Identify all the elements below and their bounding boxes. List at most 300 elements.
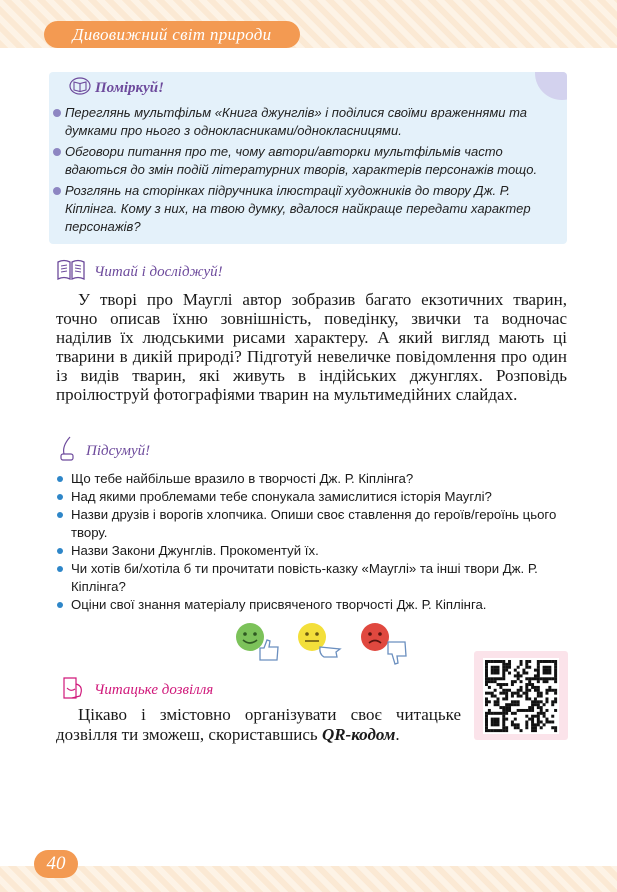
qr-module: [491, 660, 494, 663]
qr-module: [554, 663, 557, 666]
qr-module: [543, 723, 546, 726]
qr-module: [511, 683, 514, 686]
qr-module: [494, 700, 497, 703]
leisure-title: Читацьке дозвілля: [94, 682, 214, 698]
qr-module: [554, 677, 557, 680]
qr-module: [517, 709, 520, 712]
qr-module: [517, 689, 520, 692]
qr-module: [505, 729, 508, 732]
qr-module: [505, 709, 508, 712]
qr-module: [537, 672, 540, 675]
qr-module: [551, 700, 554, 703]
qr-module: [494, 718, 497, 721]
qr-module: [554, 692, 557, 695]
qr-module: [517, 700, 520, 703]
qr-module: [540, 660, 543, 663]
qr-module: [534, 674, 537, 677]
qr-module: [543, 672, 546, 675]
qr-module: [488, 709, 491, 712]
qr-module: [545, 700, 548, 703]
qr-module: [525, 666, 528, 669]
qr-module: [514, 723, 517, 726]
qr-module: [499, 660, 502, 663]
qr-module: [531, 709, 534, 712]
qr-module: [505, 689, 508, 692]
think-heading: [69, 78, 164, 98]
qr-module: [485, 672, 488, 675]
qr-module: [497, 703, 500, 706]
qr-module: [502, 729, 505, 732]
read-heading: [56, 258, 223, 287]
qr-module: [554, 689, 557, 692]
qr-module: [545, 672, 548, 675]
qr-module: [554, 669, 557, 672]
qr-code-icon[interactable]: [474, 651, 568, 740]
qr-module: [517, 723, 520, 726]
list-item: Переглянь мультфільм «Книга джунглів» і поділися своїми враженнями та думками про нього з однокласниками/однокласницями.: [53, 104, 563, 140]
qr-module: [551, 677, 554, 680]
qr-module: [537, 720, 540, 723]
qr-module: [537, 666, 540, 669]
list-item: Оціни свої знання матеріалу присвяченого творчості Дж. Р. Кіплінга.: [56, 596, 567, 614]
think-box: [49, 72, 567, 244]
qr-module: [520, 689, 523, 692]
qr-module: [554, 729, 557, 732]
qr-module: [548, 686, 551, 689]
qr-module: [494, 720, 497, 723]
qr-module: [528, 697, 531, 700]
qr-module: [497, 677, 500, 680]
qr-module: [531, 686, 534, 689]
qr-module: [502, 674, 505, 677]
qr-module: [531, 729, 534, 732]
qr-module: [505, 695, 508, 698]
qr-module: [511, 712, 514, 715]
qr-module: [488, 692, 491, 695]
qr-module: [554, 674, 557, 677]
think-list: [53, 104, 563, 239]
qr-module: [537, 706, 540, 709]
qr-module: [505, 692, 508, 695]
qr-module: [502, 663, 505, 666]
list-item: Що тебе найбільше вразило в творчості Дж. Р. Кіплінга?: [56, 470, 567, 488]
qr-module: [551, 660, 554, 663]
qr-module: [534, 726, 537, 729]
qr-module: [522, 669, 525, 672]
qr-module: [511, 700, 514, 703]
qr-module: [491, 720, 494, 723]
qr-module: [494, 689, 497, 692]
qr-module: [485, 660, 488, 663]
qr-module: [485, 697, 488, 700]
qr-module: [485, 666, 488, 669]
qr-module: [551, 703, 554, 706]
qr-module: [540, 712, 543, 715]
qr-module: [502, 660, 505, 663]
qr-module: [520, 695, 523, 698]
qr-module: [502, 723, 505, 726]
qr-module: [499, 706, 502, 709]
qr-module: [502, 697, 505, 700]
qr-module: [525, 695, 528, 698]
qr-module: [505, 712, 508, 715]
qr-module: [511, 680, 514, 683]
list-item: Розглянь на сторінках підручника ілюстрації художників до твору Дж. Р. Кіплінга. Кому з них, на твою думку, вдалося найкраще передати характер персонажів?: [53, 182, 563, 236]
bullet: [57, 602, 63, 608]
qr-module: [499, 686, 502, 689]
qr-module: [554, 672, 557, 675]
qr-module: [502, 726, 505, 729]
qr-module: [548, 720, 551, 723]
qr-module: [502, 689, 505, 692]
qr-module: [551, 715, 554, 718]
qr-module: [508, 666, 511, 669]
qr-module: [543, 712, 546, 715]
qr-module: [525, 660, 528, 663]
qr-module: [531, 726, 534, 729]
qr-module: [548, 672, 551, 675]
qr-module: [497, 700, 500, 703]
qr-module: [505, 718, 508, 721]
qr-module: [485, 723, 488, 726]
qr-module: [534, 697, 537, 700]
qr-module: [497, 683, 500, 686]
qr-module: [534, 729, 537, 732]
qr-module: [494, 680, 497, 683]
qr-module: [502, 666, 505, 669]
qr-module: [528, 677, 531, 680]
qr-module: [517, 726, 520, 729]
open-book-icon: [56, 258, 86, 287]
qr-module: [514, 726, 517, 729]
qr-module: [505, 703, 508, 706]
qr-module: [499, 683, 502, 686]
qr-module: [537, 723, 540, 726]
qr-module: [548, 677, 551, 680]
qr-module: [491, 666, 494, 669]
qr-module: [491, 695, 494, 698]
qr-module: [540, 709, 543, 712]
qr-module: [491, 672, 494, 675]
qr-module: [531, 683, 534, 686]
list-item: Обговори питання про те, чому автори/авторки мультфільмів часто вдаються до змін подій літературних творів, характерів персонажів тощо.: [53, 143, 563, 179]
qr-module: [543, 660, 546, 663]
qr-module: [517, 674, 520, 677]
qr-module: [537, 712, 540, 715]
qr-module: [545, 718, 548, 721]
qr-module: [502, 706, 505, 709]
qr-module: [485, 669, 488, 672]
qr-module: [505, 697, 508, 700]
qr-module: [485, 663, 488, 666]
qr-module: [491, 692, 494, 695]
qr-module: [534, 686, 537, 689]
qr-module: [537, 663, 540, 666]
qr-module: [545, 720, 548, 723]
qr-module: [494, 729, 497, 732]
qr-module: [537, 680, 540, 683]
qr-module: [508, 709, 511, 712]
qr-module: [534, 669, 537, 672]
qr-module: [548, 660, 551, 663]
qr-module: [545, 660, 548, 663]
qr-module: [485, 726, 488, 729]
qr-module: [537, 660, 540, 663]
qr-module: [494, 712, 497, 715]
qr-module: [531, 706, 534, 709]
qr-module: [491, 723, 494, 726]
qr-module: [502, 718, 505, 721]
qr-module: [520, 674, 523, 677]
read-title: Читай і досліджуй!: [94, 264, 223, 280]
qr-module: [505, 683, 508, 686]
qr-module: [485, 703, 488, 706]
qr-module: [525, 686, 528, 689]
qr-module: [491, 680, 494, 683]
qr-module: [537, 703, 540, 706]
qr-module: [545, 689, 548, 692]
qr-module: [545, 680, 548, 683]
qr-module: [502, 683, 505, 686]
qr-module: [497, 712, 500, 715]
bullet: [57, 494, 63, 500]
qr-module: [517, 695, 520, 698]
qr-module: [499, 692, 502, 695]
qr-module: [528, 689, 531, 692]
qr-module: [534, 723, 537, 726]
list-item: Над якими проблемами тебе спонукала замислитися історія Мауглі?: [56, 488, 567, 506]
qr-module: [525, 723, 528, 726]
qr-module: [511, 723, 514, 726]
qr-module: [540, 692, 543, 695]
qr-module: [505, 669, 508, 672]
qr-module: [502, 672, 505, 675]
qr-module: [531, 703, 534, 706]
qr-module: [540, 726, 543, 729]
qr-module: [525, 709, 528, 712]
qr-module: [517, 672, 520, 675]
summary-heading: [58, 436, 150, 467]
qr-module: [554, 680, 557, 683]
qr-module: [517, 703, 520, 706]
qr-module: [545, 709, 548, 712]
qr-module: [534, 689, 537, 692]
qr-module: [543, 680, 546, 683]
qr-module: [505, 666, 508, 669]
qr-module: [502, 712, 505, 715]
qr-module: [514, 700, 517, 703]
qr-module: [537, 677, 540, 680]
qr-module: [488, 712, 491, 715]
qr-module: [551, 720, 554, 723]
bullet: [53, 187, 61, 195]
qr-module: [514, 680, 517, 683]
bullet: [57, 548, 63, 554]
qr-module: [522, 672, 525, 675]
qr-module: [485, 720, 488, 723]
qr-module: [534, 677, 537, 680]
pen-icon: [58, 436, 78, 467]
neutral-face-icon: [298, 623, 340, 657]
qr-module: [520, 729, 523, 732]
qr-module: [537, 700, 540, 703]
qr-module: [508, 703, 511, 706]
qr-module: [494, 695, 497, 698]
qr-module: [514, 692, 517, 695]
qr-module: [540, 695, 543, 698]
qr-module: [548, 689, 551, 692]
qr-module: [511, 720, 514, 723]
qr-module: [525, 683, 528, 686]
qr-word: QR-кодом: [321, 725, 396, 744]
qr-module: [525, 677, 528, 680]
qr-module: [502, 715, 505, 718]
qr-module: [508, 672, 511, 675]
qr-module: [525, 689, 528, 692]
qr-module: [543, 715, 546, 718]
read-paragraph: У творі про Мауглі автор зобразив багато екзотичних тварин, точно описав їхню зовнішність, поведінку, звички та водночас наділив їх людськими рисами характеру. А який вигляд мають ці тварини в дикій природі? Підготуй невеличке повідомлення про один із видів тварин, які живуть в індійських джунглях. Розповідь проілюструй фотографіями тварин на мультимедійних слайдах.: [56, 290, 567, 404]
book-icon: [69, 77, 91, 100]
think-title: Поміркуй!: [95, 79, 164, 96]
qr-module: [528, 718, 531, 721]
qr-module: [497, 718, 500, 721]
qr-module: [508, 663, 511, 666]
bullet: [57, 512, 63, 518]
qr-module: [551, 689, 554, 692]
qr-module: [485, 680, 488, 683]
qr-module: [499, 712, 502, 715]
qr-module: [485, 718, 488, 721]
qr-module: [494, 669, 497, 672]
qr-module: [554, 709, 557, 712]
qr-module: [508, 689, 511, 692]
qr-module: [511, 703, 514, 706]
qr-module: [525, 697, 528, 700]
bullet: [53, 109, 61, 117]
qr-module: [531, 700, 534, 703]
qr-module: [545, 677, 548, 680]
qr-module: [534, 703, 537, 706]
qr-module: [540, 700, 543, 703]
qr-module: [520, 663, 523, 666]
qr-module: [508, 660, 511, 663]
qr-module: [488, 686, 491, 689]
qr-module: [514, 712, 517, 715]
qr-module: [502, 709, 505, 712]
summary-title: Підсумуй!: [86, 443, 151, 459]
qr-module: [551, 726, 554, 729]
qr-module: [485, 683, 488, 686]
qr-module: [520, 680, 523, 683]
qr-module: [497, 666, 500, 669]
qr-module: [511, 692, 514, 695]
qr-module: [520, 686, 523, 689]
leisure-paragraph: Цікаво і змістовно організувати своє читацьке дозвілля ти зможеш, скориставшись QR-кодом.: [56, 705, 461, 744]
qr-module: [525, 726, 528, 729]
qr-module: [548, 669, 551, 672]
qr-module: [505, 706, 508, 709]
qr-module: [485, 692, 488, 695]
qr-module: [525, 663, 528, 666]
qr-module: [502, 720, 505, 723]
corner-decor: [535, 72, 567, 100]
qr-module: [485, 715, 488, 718]
qr-module: [514, 669, 517, 672]
qr-module: [548, 666, 551, 669]
qr-module: [497, 672, 500, 675]
qr-module: [537, 674, 540, 677]
qr-module: [497, 723, 500, 726]
qr-module: [494, 677, 497, 680]
qr-module: [491, 729, 494, 732]
qr-module: [514, 718, 517, 721]
qr-module: [528, 666, 531, 669]
sad-thumb-down-icon: [361, 623, 406, 664]
qr-module: [525, 720, 528, 723]
qr-module: [488, 729, 491, 732]
qr-module: [488, 700, 491, 703]
qr-module: [528, 683, 531, 686]
leisure-heading: [60, 674, 213, 707]
qr-module: [485, 712, 488, 715]
qr-module: [494, 666, 497, 669]
qr-module: [514, 703, 517, 706]
bullet: [57, 476, 63, 482]
qr-module: [528, 680, 531, 683]
qr-module: [543, 703, 546, 706]
qr-module: [531, 715, 534, 718]
qr-module: [545, 692, 548, 695]
qr-module: [488, 660, 491, 663]
qr-module: [531, 723, 534, 726]
qr-module: [494, 703, 497, 706]
qr-module: [508, 706, 511, 709]
qr-module: [491, 712, 494, 715]
qr-module: [545, 666, 548, 669]
qr-module: [491, 718, 494, 721]
qr-module: [502, 669, 505, 672]
qr-module: [514, 674, 517, 677]
qr-module: [505, 726, 508, 729]
qr-module: [537, 669, 540, 672]
qr-module: [485, 677, 488, 680]
qr-module: [491, 677, 494, 680]
qr-module: [525, 715, 528, 718]
qr-module: [531, 718, 534, 721]
bottom-decor-band: [0, 866, 617, 892]
qr-module: [517, 677, 520, 680]
qr-module: [497, 660, 500, 663]
qr-module: [531, 720, 534, 723]
qr-module: [537, 692, 540, 695]
qr-module: [540, 677, 543, 680]
qr-module: [522, 692, 525, 695]
bullet: [53, 148, 61, 156]
qr-module: [554, 666, 557, 669]
qr-module: [499, 729, 502, 732]
qr-module: [502, 692, 505, 695]
qr-code-box[interactable]: [474, 651, 568, 740]
qr-module: [494, 672, 497, 675]
qr-module: [545, 669, 548, 672]
section-header: Дивовижний світ природи: [44, 21, 300, 48]
list-item: Назви друзів і ворогів хлопчика. Опиши своє ставлення до героїв/героїнь цього твору.: [56, 506, 567, 542]
smiley-thumb-up-icon: [236, 623, 278, 660]
qr-module: [525, 672, 528, 675]
reading-icon: [60, 674, 86, 707]
qr-module: [502, 677, 505, 680]
qr-module: [543, 677, 546, 680]
